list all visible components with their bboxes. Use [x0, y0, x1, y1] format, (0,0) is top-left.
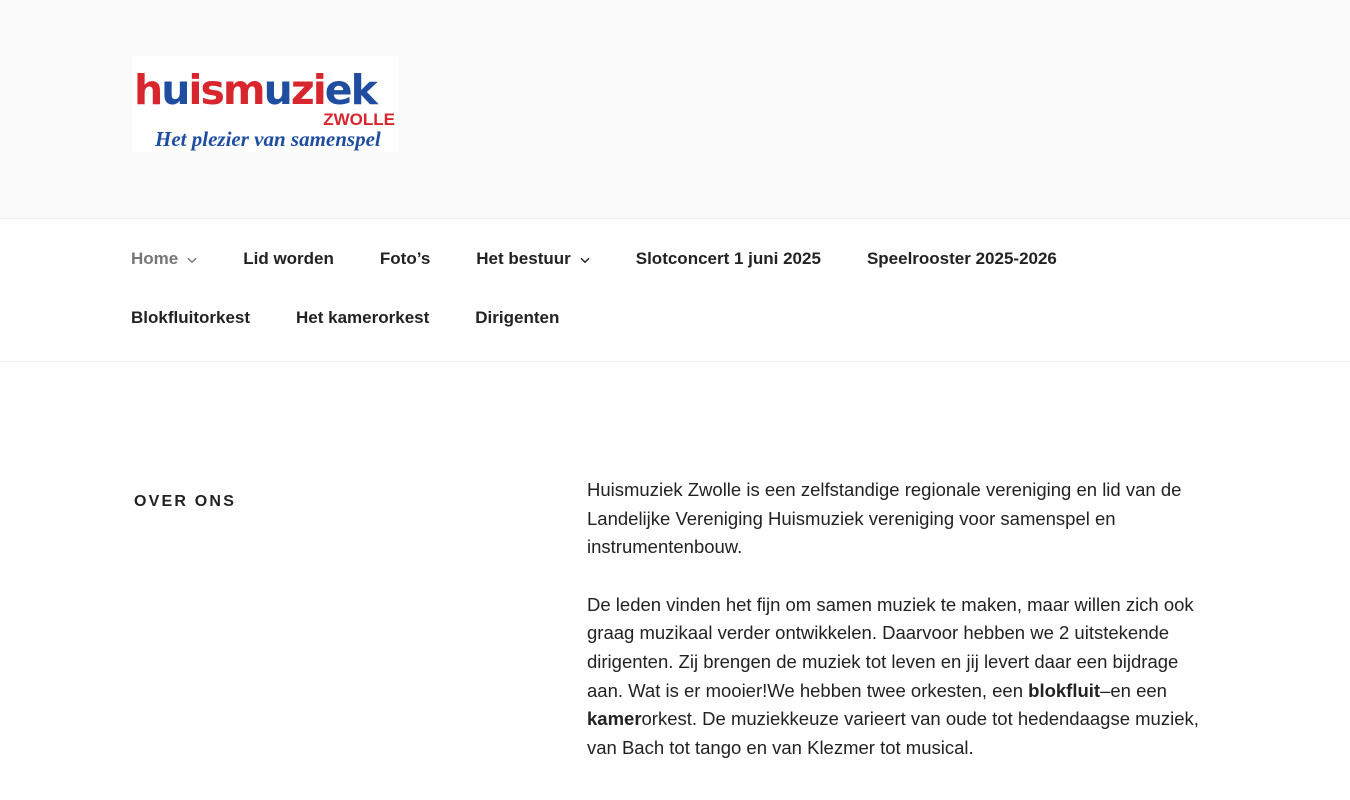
- paragraph-2-text: De leden vinden het fijn om samen muziek te maken, maar willen zich ook graag muzikaal verder ontwikkelen. Daarvoor hebben we 2 uitstekende dirigenten. Zij brengen de muziek tot leven en jij levert daar een bijdrage aan. Wat is er mooier!We hebben twee orkesten, een: [587, 593, 1194, 701]
- nav-item-label: Dirigenten: [475, 308, 560, 327]
- chevron-down-icon[interactable]: [580, 249, 590, 269]
- bold-blokfluit: blokfluit: [1028, 679, 1101, 701]
- intro-text: [587, 476, 1217, 791]
- nav-item-label: Home: [131, 249, 179, 268]
- logo-word: huismuziek: [134, 66, 376, 114]
- nav-row-1: [131, 249, 1103, 269]
- nav-item-label: Lid worden: [243, 249, 334, 268]
- nav-item-blokfluitorkest[interactable]: [131, 308, 250, 328]
- paragraph-1: Huismuziek Zwolle is een zelfstandige regionale vereniging en lid van de Landelijke Vereniging Huismuziek vereniging voor samenspel en instrumentenbouw.: [587, 479, 1182, 558]
- nav-item-label: Het bestuur: [476, 249, 571, 268]
- site-header: [0, 0, 1350, 219]
- main-navigation: [0, 219, 1350, 362]
- nav-item-lid-worden[interactable]: [243, 249, 334, 269]
- nav-item-dirigenten[interactable]: [475, 308, 559, 328]
- logo-image: [133, 56, 399, 152]
- nav-item-home[interactable]: [131, 249, 197, 269]
- paragraph-2-text: –en een: [1100, 679, 1167, 701]
- bold-kamer: kamer: [587, 708, 642, 730]
- nav-row-2: [131, 308, 605, 328]
- nav-item-label: Blokfluitorkest: [131, 308, 251, 327]
- nav-item-slotconcert-1-juni-2025[interactable]: [636, 249, 821, 269]
- paragraph-2: [587, 591, 1217, 763]
- logo-tagline: Het plezier van samenspel: [155, 127, 381, 151]
- section-title: OVER ONS: [134, 493, 237, 511]
- nav-item-foto-s[interactable]: [380, 249, 430, 269]
- nav-item-label: Slotconcert 1 juni 2025: [635, 249, 821, 268]
- nav-item-label: Speelrooster 2025-2026: [866, 249, 1057, 268]
- site-logo[interactable]: [133, 56, 399, 152]
- nav-item-het-bestuur[interactable]: [476, 249, 589, 269]
- nav-item-label: Foto’s: [379, 249, 431, 268]
- chevron-down-icon[interactable]: [187, 249, 197, 269]
- nav-item-het-kamerorkest[interactable]: [296, 308, 429, 328]
- logo-city: ZWOLLE: [323, 110, 395, 129]
- main-content: [0, 362, 1350, 800]
- nav-item-label: Het kamerorkest: [296, 308, 430, 327]
- paragraph-2-text: orkest. De muziekkeuze varieert van oude tot hedendaagse muziek, van Bach tot tango en van Klezmer tot musical.: [587, 708, 1199, 758]
- nav-item-speelrooster-2025-2026[interactable]: [867, 249, 1057, 269]
